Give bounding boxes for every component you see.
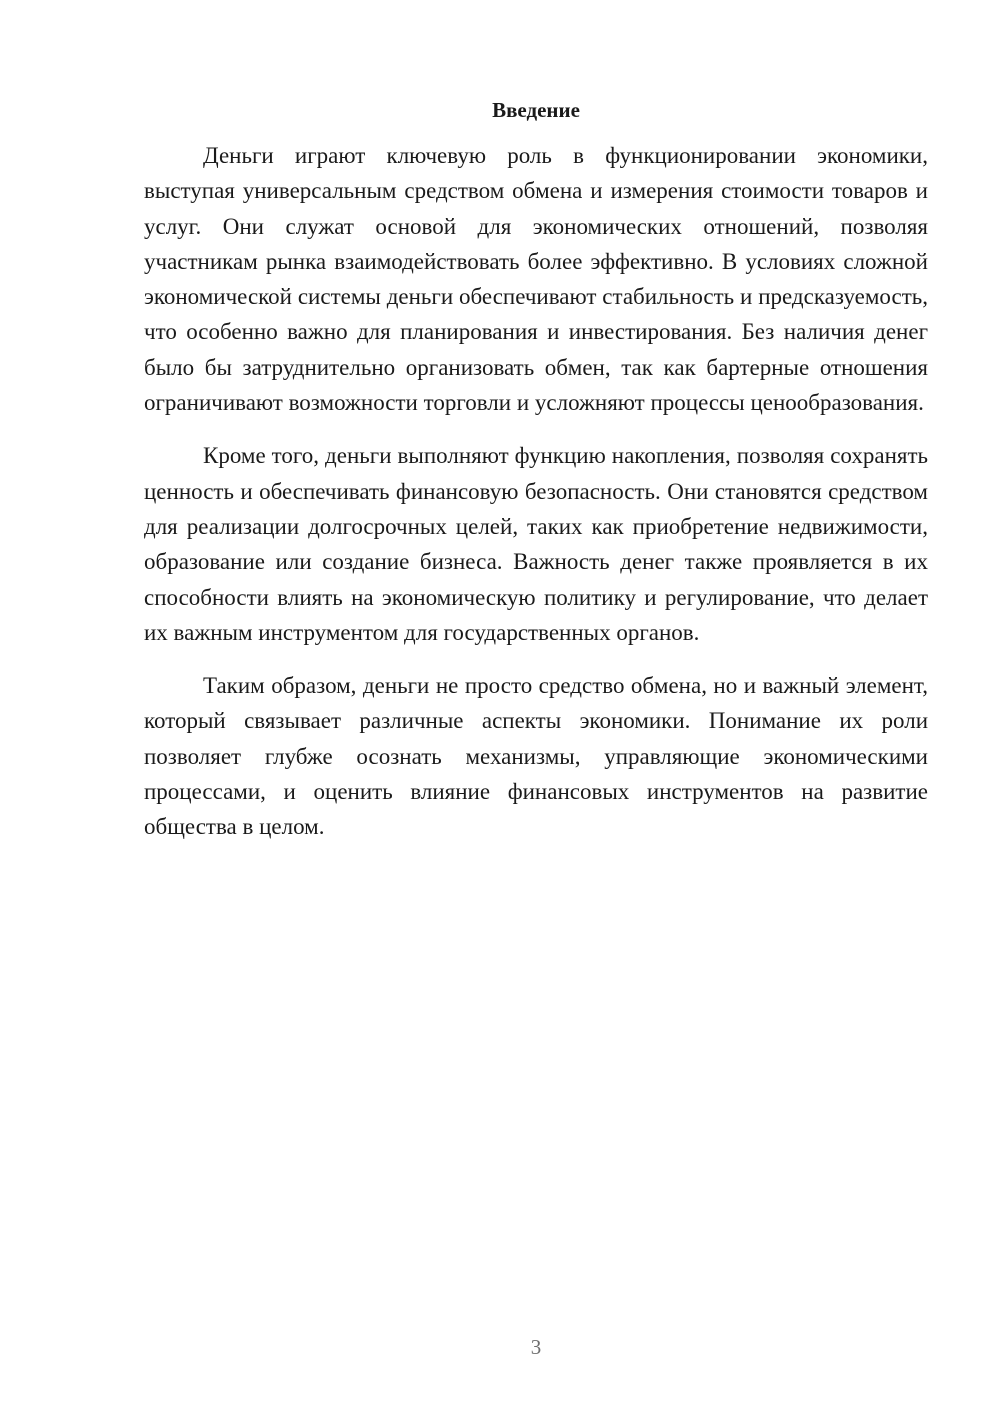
paragraph-1: Деньги играют ключевую роль в функционировании экономики, выступая универсальным средством обмена и измерения стоимости товаров и услуг. Они служат основой для экономических отношений, позволяя участникам рынка взаимодействовать более эффективно. В условиях сложной экономической системы деньги обеспечивают стабильность и предсказуемость, что особенно важно для планирования и инвестирования. Без наличия денег было бы затруднительно организовать обмен, так как бартерные отношения ограничивают возможности торговли и усложняют процессы ценообразования.	[144, 143, 928, 416]
page-content	[144, 96, 928, 863]
paragraph-2: Кроме того, деньги выполняют функцию накопления, позволяя сохранять ценность и обеспечивать финансовую безопасность. Они становятся средством для реализации долгосрочных целей, таких как приобретение недвижимости, образование или создание бизнеса. Важность денег также проявляется в их способности влиять на экономическую политику и регулирование, что делает их важным инструментом для государственных органов.	[144, 443, 928, 645]
page-number: 3	[530, 1335, 542, 1359]
paragraph-3: Таким образом, деньги не просто средство обмена, но и важный элемент, который связывает различные аспекты экономики. Понимание их роли позволяет глубже осознать механизмы, управляющие экономическими процессами, и оценить влияние финансовых инструментов на развитие общества в целом.	[144, 673, 928, 840]
section-heading: Введение	[492, 98, 580, 122]
